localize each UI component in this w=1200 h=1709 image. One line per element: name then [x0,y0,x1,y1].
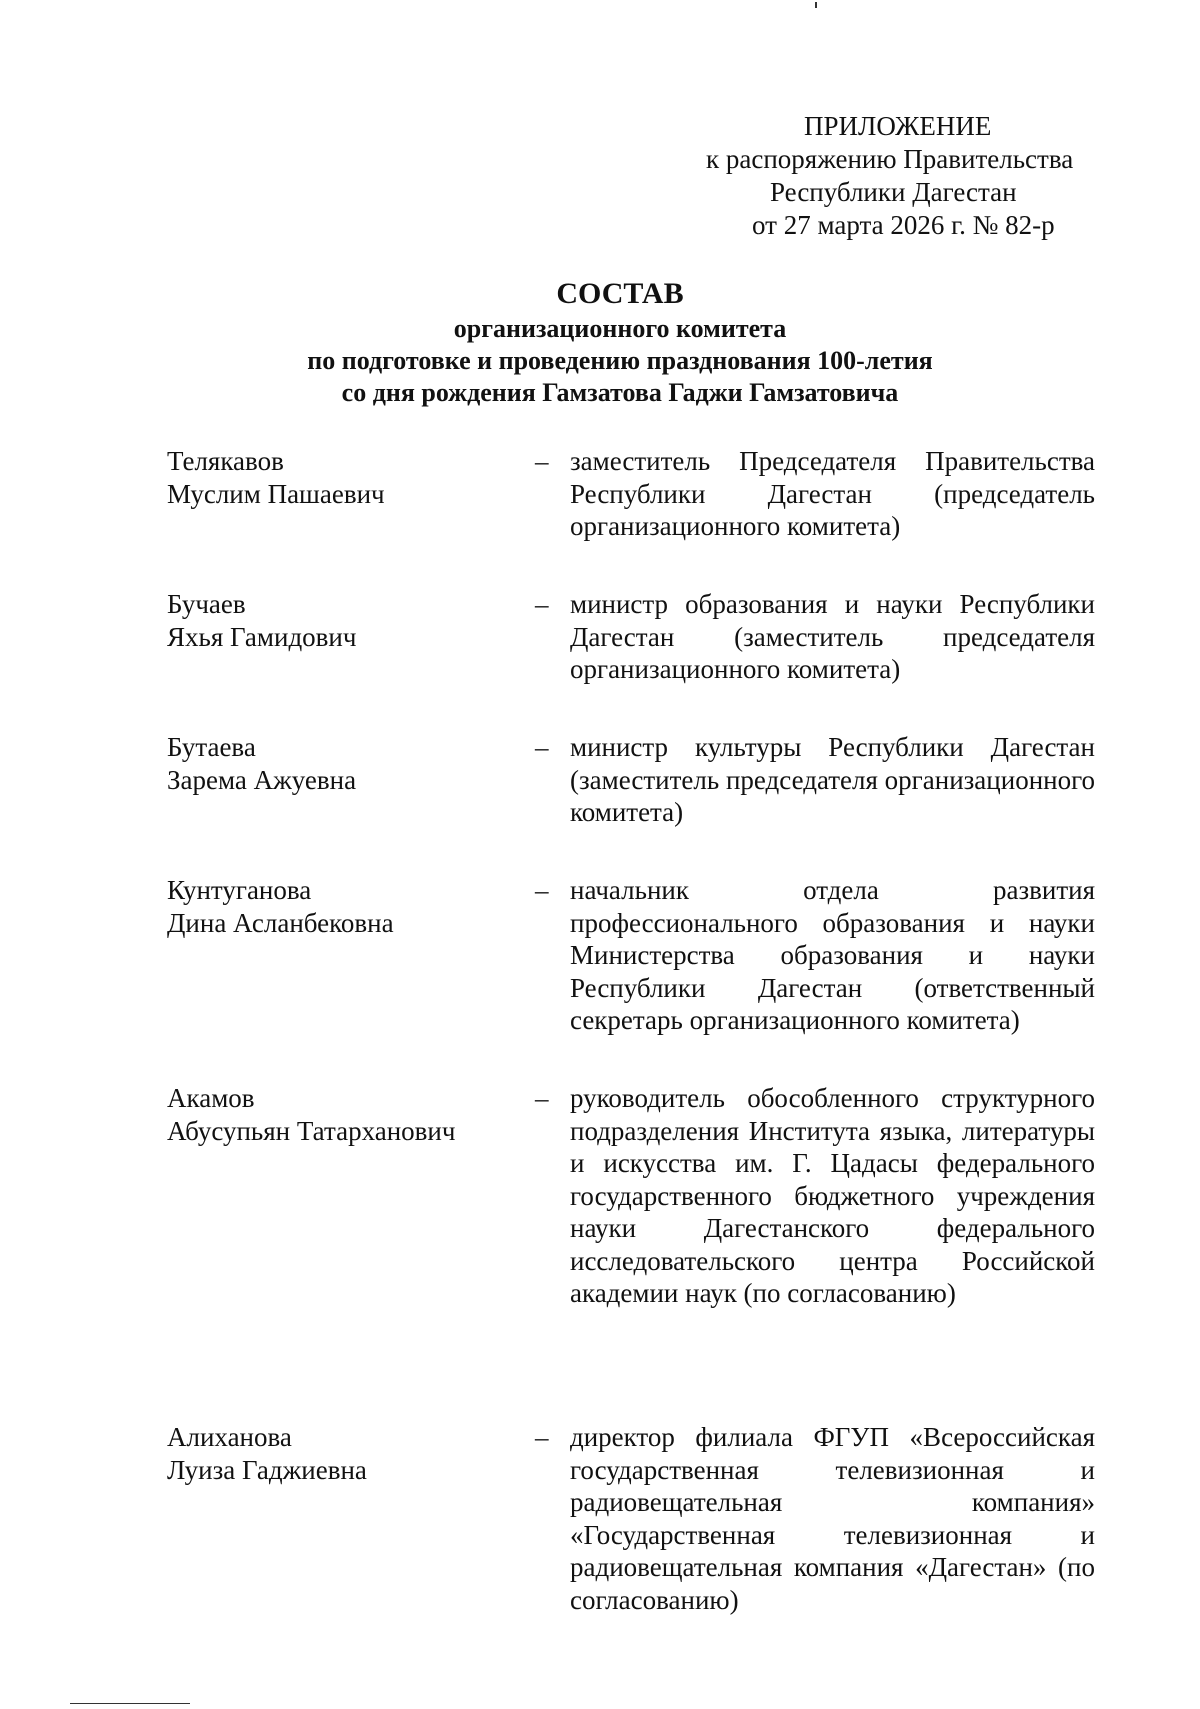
member-given-names: Муслим Пашаевич [167,478,385,509]
member-surname: Бутаева [167,732,256,762]
appendix-line-1: к распоряжению Правительства [706,144,1074,174]
dash-separator: – [535,1083,549,1113]
appendix-line-2: Республики Дагестан [770,177,1017,207]
member-given-names: Яхья Гамидович [167,621,357,652]
member-name [167,588,527,653]
heading-line-2: по подготовке и проведению празднования 100-летия [307,346,933,375]
document-heading [120,275,1120,409]
scan-artifact-dot [815,2,817,8]
member-given-names: Зарема Ажуевна [167,764,357,795]
heading-line-3: со дня рождения Гамзатова Гаджи Гамзатовича [341,378,899,407]
member-given-names: Луиза Гаджиевна [167,1454,367,1485]
member-name [167,1421,527,1486]
member-role: заместитель Председателя Правительства Республики Дагестан (председатель организационного комитета) [570,446,1095,541]
member-surname: Бучаев [167,589,246,619]
dash-separator: – [535,732,549,762]
member-surname: Алиханова [167,1422,292,1452]
member-role: руководитель обособленного структурного подразделения Института языка, литературы и искусства им. Г. Цадасы федерального государственного бюджетного учреждения науки Дагестанского федерального исследовательского центра Российской академии наук (по согласованию) [570,1083,1095,1308]
appendix-line-3: от 27 марта 2026 г. № 82-р [752,210,1055,240]
dash-separator: – [535,446,549,476]
member-surname: Телякавов [167,446,284,476]
member-name [167,445,527,510]
heading-line-1: организационного комитета [453,314,787,343]
member-given-names: Дина Асланбековна [167,907,394,938]
member-role: начальник отдела развития профессионального образования и науки Министерства образования и науки Республики Дагестан (ответственный секретарь организационного комитета) [570,875,1095,1035]
dash-separator: – [535,875,549,905]
appendix-title: ПРИЛОЖЕНИЕ [804,111,992,141]
heading-main: СОСТАВ [556,277,684,310]
member-role: директор филиала ФГУП «Всероссийская государственная телевизионная и радиовещательная компания» «Государственная телевизионная и радиовещательная компания «Дагестан» (по согласованию) [570,1422,1095,1615]
appendix-block [690,110,1110,242]
dash-separator: – [535,589,549,619]
dash-separator: – [535,1422,549,1452]
member-given-names: Абусупьян Татарханович [167,1115,456,1146]
member-name [167,874,527,939]
member-surname: Акамов [167,1083,255,1113]
member-role: министр культуры Республики Дагестан (заместитель председателя организационного комитета) [570,732,1095,827]
member-surname: Кунтуганова [167,875,312,905]
member-role: министр образования и науки Республики Дагестан (заместитель председателя организационного комитета) [570,589,1095,684]
member-name [167,1082,527,1147]
member-name [167,731,527,796]
scan-artifact-line [70,1703,190,1704]
